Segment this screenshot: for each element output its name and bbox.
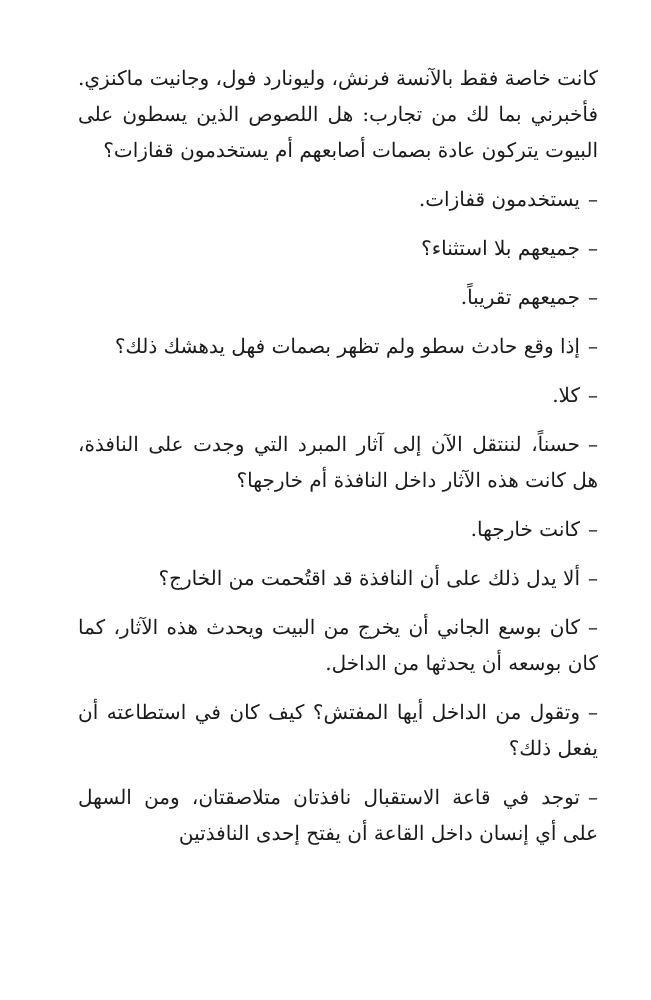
dialogue-dash: – xyxy=(588,187,598,211)
paragraph-text: كانت خاصة فقط بالآنسة فرنش، وليونارد فول، وجانيت ماكنزي. فأخبرني بما لك من تجارب: هل اللصوص الذين يسطون على البيوت يتركون عادة بصمات أصابعهم أم يستخدمون قفازات؟ xyxy=(78,66,598,162)
paragraph-text: كان بوسع الجاني أن يخرج من البيت ويحدث هذه الآثار، كما كان بوسعه أن يحدثها من الداخل. xyxy=(78,615,598,675)
paragraph-10 xyxy=(78,609,598,681)
paragraph-5 xyxy=(78,328,598,364)
paragraph-text: جميعهم تقريباً. xyxy=(460,285,580,309)
paragraph-text: كلا. xyxy=(552,383,580,407)
paragraph-4 xyxy=(78,279,598,315)
paragraph-3 xyxy=(78,230,598,266)
dialogue-dash: – xyxy=(588,615,598,639)
paragraph-text: يستخدمون قفازات. xyxy=(418,187,580,211)
paragraph-text: توجد في قاعة الاستقبال نافذتان متلاصقتان، ومن السهل على أي إنسان داخل القاعة أن يفتح إحدى النافذتين xyxy=(78,785,598,845)
paragraph-1 xyxy=(78,60,598,168)
paragraph-text: جميعهم بلا استثناء؟ xyxy=(421,236,580,260)
paragraph-text: إذا وقع حادث سطو ولم تظهر بصمات فهل يدهشك ذلك؟ xyxy=(114,334,580,358)
paragraph-text: ألا يدل ذلك على أن النافذة قد اقتُحمت من الخارج؟ xyxy=(158,566,580,590)
paragraph-2 xyxy=(78,181,598,217)
dialogue-dash: – xyxy=(588,785,598,809)
book-page xyxy=(78,60,598,864)
dialogue-dash: – xyxy=(588,383,598,407)
dialogue-dash: – xyxy=(588,236,598,260)
dialogue-dash: – xyxy=(588,700,598,724)
paragraph-text: كانت خارجها. xyxy=(470,517,580,541)
dialogue-dash: – xyxy=(588,432,598,456)
paragraph-7 xyxy=(78,426,598,498)
paragraph-text: حسناً، لننتقل الآن إلى آثار المبرد التي وجدت على النافذة، هل كانت هذه الآثار داخل النافذة أم خارجها؟ xyxy=(78,432,598,492)
paragraph-9 xyxy=(78,560,598,596)
dialogue-dash: – xyxy=(588,334,598,358)
paragraph-12 xyxy=(78,779,598,851)
dialogue-dash: – xyxy=(588,285,598,309)
dialogue-dash: – xyxy=(588,566,598,590)
paragraph-11 xyxy=(78,694,598,766)
paragraph-6 xyxy=(78,377,598,413)
paragraph-8 xyxy=(78,511,598,547)
paragraph-text: وتقول من الداخل أيها المفتش؟ كيف كان في استطاعته أن يفعل ذلك؟ xyxy=(78,700,598,760)
dialogue-dash: – xyxy=(588,517,598,541)
